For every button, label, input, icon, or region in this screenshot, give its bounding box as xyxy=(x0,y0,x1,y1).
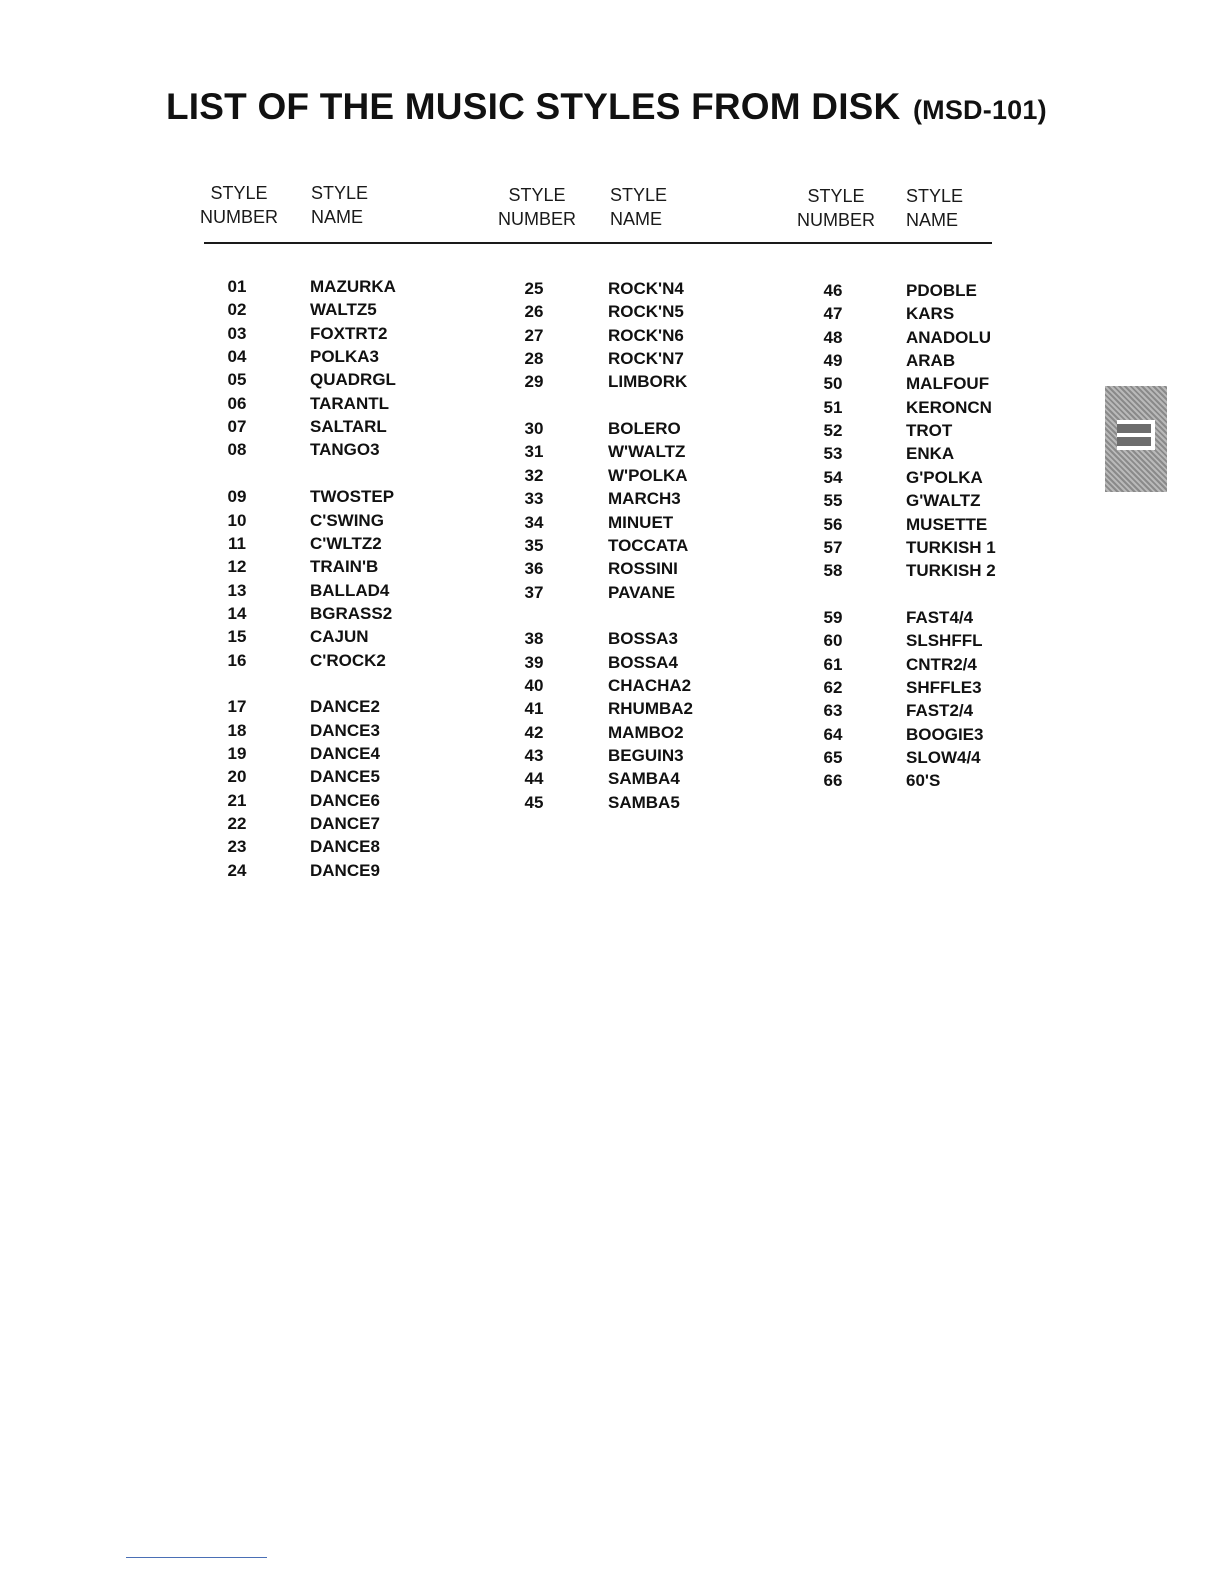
style-name: C'ROCK2 xyxy=(310,650,386,670)
style-name: BEGUIN3 xyxy=(608,746,684,765)
style-row xyxy=(818,677,1018,699)
style-number: 15 xyxy=(227,627,247,647)
style-name: KARS xyxy=(906,304,955,324)
style-row xyxy=(519,535,719,557)
style-row xyxy=(222,486,422,508)
style-number: 53 xyxy=(823,444,843,464)
style-number: 55 xyxy=(823,491,843,511)
style-number: 02 xyxy=(227,300,247,320)
style-name: CHACHA2 xyxy=(608,675,692,695)
style-row xyxy=(519,348,719,370)
style-name: DANCE5 xyxy=(310,767,380,787)
style-row xyxy=(519,698,719,720)
style-name: QUADRGL xyxy=(310,370,396,390)
style-number: 35 xyxy=(524,535,544,555)
style-row xyxy=(818,373,1018,395)
style-number: 65 xyxy=(823,748,843,767)
style-row xyxy=(519,488,719,510)
style-number: 51 xyxy=(823,397,843,417)
style-row xyxy=(222,626,422,648)
header-style-number-1: STYLE NUMBER xyxy=(199,183,278,227)
style-name: ANADOLU xyxy=(906,327,991,347)
style-name: BOSSA4 xyxy=(608,652,678,672)
style-row xyxy=(818,303,1018,325)
style-row xyxy=(519,371,719,393)
style-row xyxy=(222,439,422,461)
style-row xyxy=(818,630,1018,652)
style-number: 05 xyxy=(227,370,247,390)
style-row xyxy=(818,654,1018,676)
style-row xyxy=(222,393,422,415)
style-name: CNTR2/4 xyxy=(906,654,977,674)
style-number: 36 xyxy=(524,559,544,579)
style-number: 26 xyxy=(524,302,544,322)
style-name: PDOBLE xyxy=(906,281,977,300)
style-row xyxy=(222,766,422,788)
style-row xyxy=(222,323,422,345)
style-row xyxy=(222,790,422,812)
header-style-name-2: STYLE NAME xyxy=(610,185,668,229)
style-name: SAMBA4 xyxy=(608,769,680,789)
style-number: 40 xyxy=(524,675,544,695)
style-name: TRAIN'B xyxy=(310,557,379,577)
style-name: KERONCN xyxy=(906,397,992,417)
style-name: BALLAD4 xyxy=(310,580,390,600)
style-row xyxy=(818,350,1018,372)
style-row xyxy=(519,512,719,534)
style-name: ROCK'N5 xyxy=(608,302,684,322)
style-name: SHFFLE3 xyxy=(906,677,982,697)
style-number: 23 xyxy=(227,837,247,857)
style-name: MAMBO2 xyxy=(608,722,684,742)
style-name: BOSSA3 xyxy=(608,629,678,649)
style-row xyxy=(222,836,422,858)
style-row xyxy=(818,537,1018,559)
style-row xyxy=(222,673,422,695)
style-number: 11 xyxy=(228,533,246,553)
style-row xyxy=(818,443,1018,465)
style-row xyxy=(222,860,422,882)
style-number: 38 xyxy=(524,629,544,649)
header-style-number-2: STYLE NUMBER xyxy=(497,185,576,229)
style-name: DANCE8 xyxy=(310,837,380,857)
style-number: 34 xyxy=(524,512,544,532)
style-number: 58 xyxy=(823,561,843,581)
style-number: 19 xyxy=(227,744,247,763)
style-row xyxy=(222,510,422,532)
style-number: 57 xyxy=(823,537,843,557)
style-row xyxy=(818,490,1018,512)
style-number: 18 xyxy=(227,720,247,740)
style-name: W'WALTZ xyxy=(608,442,686,462)
style-number: 30 xyxy=(524,419,544,439)
style-name: SLSHFFL xyxy=(906,631,983,651)
style-number: 17 xyxy=(227,697,247,717)
style-row xyxy=(519,652,719,674)
style-number: 28 xyxy=(524,349,544,369)
style-number: 66 xyxy=(823,771,843,791)
style-number: 45 xyxy=(524,792,544,812)
style-row xyxy=(519,792,719,814)
style-number: 12 xyxy=(227,557,247,577)
style-number: 61 xyxy=(823,654,843,674)
style-row xyxy=(519,675,719,697)
style-number: 54 xyxy=(823,467,843,487)
style-number: 20 xyxy=(227,767,247,787)
style-name: TANGO3 xyxy=(310,440,380,460)
style-name: CAJUN xyxy=(310,627,369,647)
style-number: 49 xyxy=(823,351,843,371)
header-style-name-1: STYLE NAME xyxy=(311,183,369,227)
style-row xyxy=(519,582,719,604)
page-title xyxy=(166,86,1047,128)
style-row xyxy=(519,722,719,744)
header-style-name-3: STYLE NAME xyxy=(906,186,964,230)
style-number: 21 xyxy=(227,790,247,810)
style-row xyxy=(222,556,422,578)
style-number: 37 xyxy=(524,582,544,602)
style-name: MINUET xyxy=(608,512,674,532)
style-row xyxy=(222,276,422,298)
style-row xyxy=(222,696,422,718)
style-number: 25 xyxy=(524,279,544,298)
style-name: ARAB xyxy=(906,351,956,371)
style-name: ROCK'N6 xyxy=(608,325,684,345)
style-row xyxy=(222,463,422,485)
style-number: 01 xyxy=(227,277,247,296)
section-mark-icon xyxy=(1117,420,1155,450)
style-name: ROSSINI xyxy=(608,559,678,579)
style-number: 64 xyxy=(823,724,843,744)
style-row xyxy=(818,467,1018,489)
style-row xyxy=(222,533,422,555)
style-number: 47 xyxy=(823,304,843,324)
style-name: 60'S xyxy=(906,771,941,791)
style-row xyxy=(519,558,719,580)
style-row xyxy=(222,299,422,321)
style-number: 41 xyxy=(524,699,544,719)
style-row xyxy=(818,607,1018,629)
footer-rule xyxy=(126,1557,267,1558)
style-name: W'POLKA xyxy=(608,465,688,485)
style-name: LIMBORK xyxy=(608,372,688,392)
style-number: 08 xyxy=(227,440,247,460)
style-row xyxy=(222,743,422,765)
style-row xyxy=(222,416,422,438)
style-row xyxy=(519,465,719,487)
style-name: C'SWING xyxy=(310,510,384,530)
style-name: MUSETTE xyxy=(906,514,988,534)
style-name: MARCH3 xyxy=(608,489,681,509)
style-name: SAMBA5 xyxy=(608,792,680,812)
style-name: TWOSTEP xyxy=(310,487,395,507)
style-row xyxy=(519,768,719,790)
style-name: FAST4/4 xyxy=(906,607,974,627)
style-name: C'WLTZ2 xyxy=(310,533,382,553)
style-number: 22 xyxy=(227,814,247,834)
style-row xyxy=(222,650,422,672)
style-name: TROT xyxy=(906,421,953,441)
style-name: BOLERO xyxy=(608,419,681,439)
style-name: ROCK'N7 xyxy=(608,349,684,369)
header-style-number-3: STYLE NUMBER xyxy=(796,186,875,230)
title-model: (MSD-101) xyxy=(912,95,1047,125)
style-row xyxy=(222,603,422,625)
style-name: PAVANE xyxy=(608,582,676,602)
style-row xyxy=(818,770,1018,792)
style-number: 24 xyxy=(227,860,247,880)
style-name: POLKA3 xyxy=(310,347,379,367)
style-row xyxy=(222,813,422,835)
style-row xyxy=(519,628,719,650)
style-row xyxy=(818,397,1018,419)
style-number: 13 xyxy=(227,580,247,600)
style-row xyxy=(519,418,719,440)
style-row xyxy=(222,369,422,391)
header-rule xyxy=(204,242,992,244)
style-row xyxy=(519,395,719,417)
style-name: FAST2/4 xyxy=(906,701,974,721)
style-row xyxy=(818,700,1018,722)
style-number: 04 xyxy=(227,347,247,367)
style-name: DANCE2 xyxy=(310,697,380,717)
style-name: ROCK'N4 xyxy=(608,279,684,298)
style-name: ENKA xyxy=(906,444,955,464)
style-name: DANCE3 xyxy=(310,720,380,740)
style-name: G'POLKA xyxy=(906,467,983,487)
style-name: G'WALTZ xyxy=(906,491,981,511)
style-number: 62 xyxy=(823,677,843,697)
style-number: 32 xyxy=(524,465,544,485)
style-name: TARANTL xyxy=(310,393,389,413)
style-name: DANCE7 xyxy=(310,814,380,834)
style-row xyxy=(818,560,1018,582)
style-row xyxy=(818,514,1018,536)
style-name: TOCCATA xyxy=(608,535,689,555)
style-name: DANCE9 xyxy=(310,860,380,880)
style-row xyxy=(818,724,1018,746)
style-name: TURKISH 1 xyxy=(906,537,996,557)
style-name: BOOGIE3 xyxy=(906,724,984,744)
style-name: TURKISH 2 xyxy=(906,561,996,581)
style-number: 33 xyxy=(524,489,544,509)
style-number: 44 xyxy=(524,769,544,789)
style-row xyxy=(519,441,719,463)
section-tab xyxy=(1105,386,1167,492)
style-number: 42 xyxy=(524,722,544,742)
style-number: 07 xyxy=(227,417,247,437)
style-number: 50 xyxy=(823,374,843,394)
style-name: BGRASS2 xyxy=(310,603,393,623)
style-name: MAZURKA xyxy=(310,277,396,296)
style-number: 31 xyxy=(524,442,544,462)
style-number: 43 xyxy=(524,746,544,765)
style-number: 16 xyxy=(227,650,247,670)
style-name: WALTZ5 xyxy=(310,300,377,320)
style-row xyxy=(519,325,719,347)
style-row xyxy=(222,720,422,742)
style-number: 63 xyxy=(823,701,843,721)
style-row xyxy=(818,327,1018,349)
style-number: 52 xyxy=(823,421,843,441)
style-row xyxy=(519,301,719,323)
style-name: DANCE4 xyxy=(310,744,380,763)
style-row xyxy=(818,280,1018,302)
style-number: 29 xyxy=(524,372,544,392)
style-row xyxy=(818,747,1018,769)
style-row xyxy=(222,580,422,602)
style-row xyxy=(222,346,422,368)
style-number: 14 xyxy=(227,603,247,623)
style-number: 09 xyxy=(227,487,247,507)
style-number: 46 xyxy=(823,281,843,300)
style-number: 56 xyxy=(823,514,843,534)
style-number: 39 xyxy=(524,652,544,672)
style-name: MALFOUF xyxy=(906,374,990,394)
style-name: RHUMBA2 xyxy=(608,699,693,719)
style-name: SALTARL xyxy=(310,417,387,437)
style-number: 48 xyxy=(823,327,843,347)
style-number: 10 xyxy=(227,510,247,530)
style-row xyxy=(519,605,719,627)
style-name: FOXTRT2 xyxy=(310,323,388,343)
style-row xyxy=(519,745,719,767)
style-row xyxy=(519,278,719,300)
style-name: SLOW4/4 xyxy=(906,748,981,767)
title-main: LIST OF THE MUSIC STYLES FROM DISK xyxy=(166,86,901,127)
style-number: 60 xyxy=(823,631,843,651)
style-number: 27 xyxy=(524,325,544,345)
style-row xyxy=(818,420,1018,442)
style-number: 59 xyxy=(823,607,843,627)
style-number: 06 xyxy=(227,393,247,413)
style-row xyxy=(818,584,1018,606)
style-number: 03 xyxy=(227,323,247,343)
style-name: DANCE6 xyxy=(310,790,380,810)
